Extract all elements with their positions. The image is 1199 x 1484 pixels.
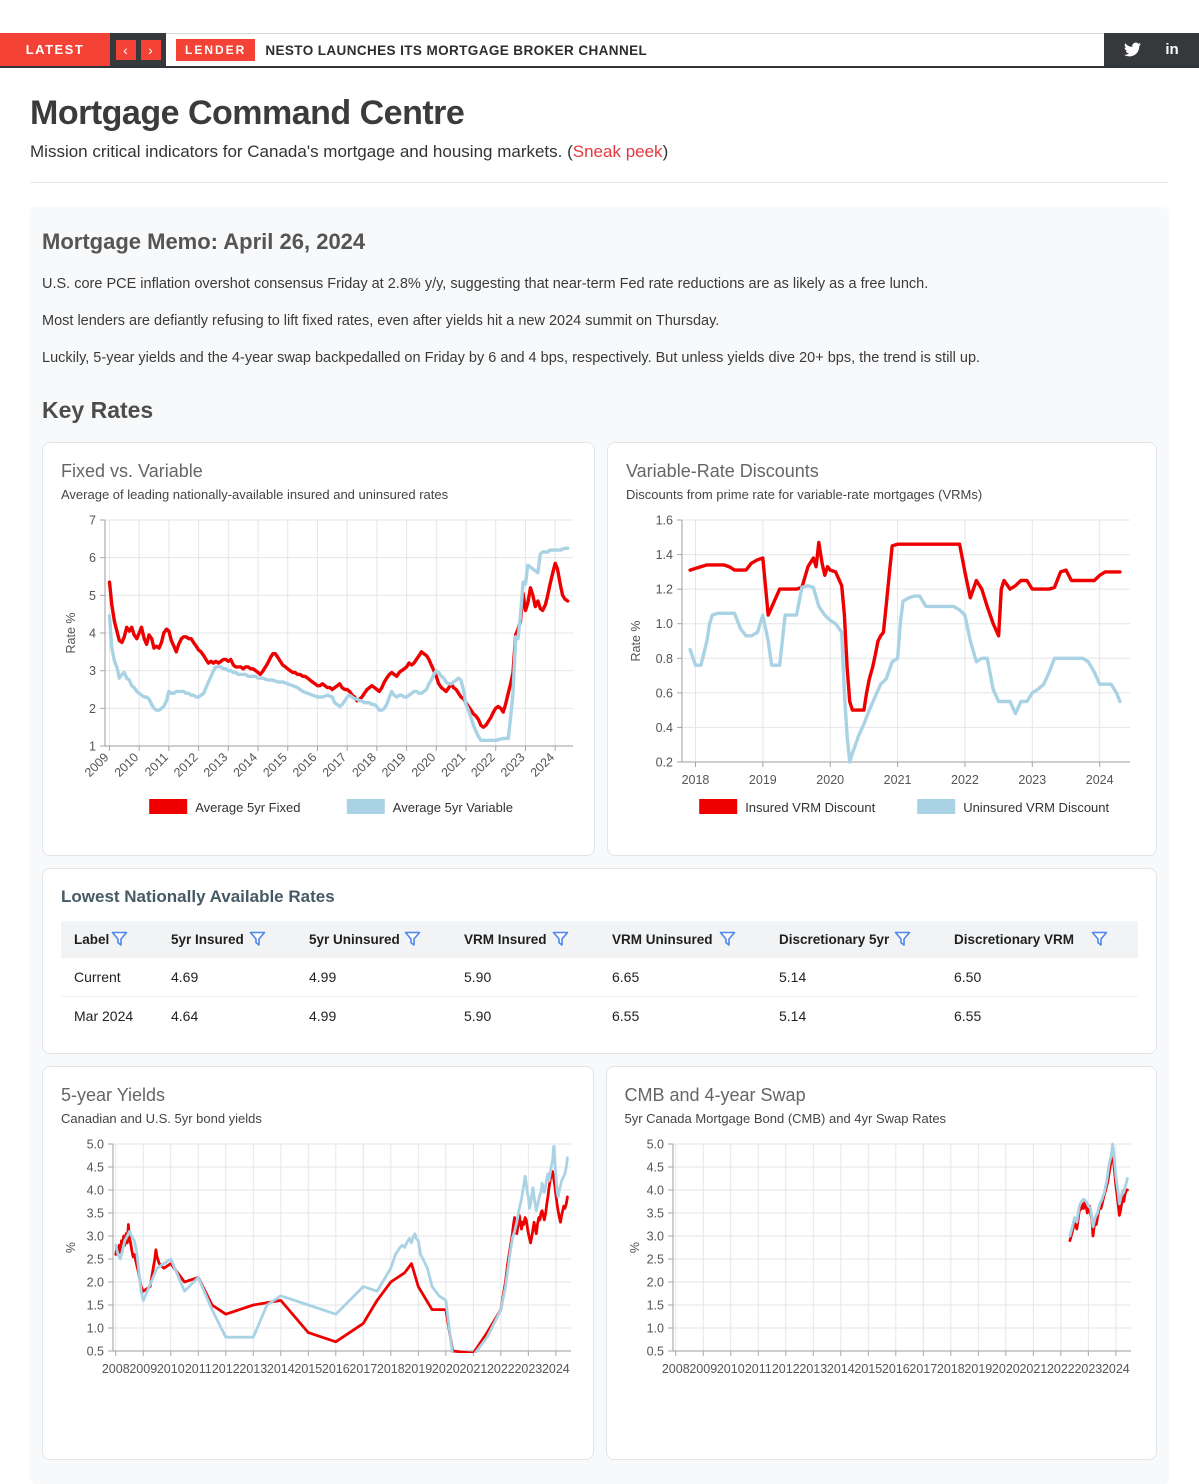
- linkedin-icon[interactable]: in: [1165, 41, 1179, 58]
- svg-text:2014: 2014: [230, 750, 261, 781]
- svg-text:0.2: 0.2: [655, 755, 673, 770]
- svg-text:2018: 2018: [349, 750, 380, 781]
- legend-label: Insured VRM Discount: [745, 800, 876, 816]
- table-row: [61, 958, 1138, 997]
- filter-icon[interactable]: [404, 931, 421, 947]
- svg-text:2.0: 2.0: [86, 1275, 104, 1290]
- memo-paragraph: Most lenders are defiantly refusing to lift fixed rates, even after yields hit a new 2024 summit on Thursday.: [42, 313, 720, 330]
- svg-text:1.0: 1.0: [646, 1321, 664, 1336]
- svg-text:2021: 2021: [438, 750, 469, 781]
- chart-title: 5-year Yields: [61, 1085, 166, 1106]
- rate-value-cell: 6.55: [612, 1008, 640, 1025]
- chart-subtitle: Discounts from prime rate for variable-rate mortgages (VRMs): [626, 487, 983, 503]
- svg-text:2021: 2021: [459, 1362, 488, 1377]
- rate-value-cell: 6.65: [612, 969, 640, 986]
- filter-icon[interactable]: [552, 931, 569, 947]
- filter-icon[interactable]: [719, 931, 736, 947]
- chart-svg: [61, 512, 576, 832]
- row-label-cell: Current: [74, 969, 121, 986]
- filter-icon[interactable]: [894, 931, 911, 947]
- legend-swatch: [347, 799, 385, 814]
- svg-text:3.5: 3.5: [646, 1206, 664, 1221]
- column-header-vrm-insured[interactable]: [451, 921, 599, 958]
- memo-paragraph: Luckily, 5-year yields and the 4-year swap backpedalled on Friday by 6 and 4 bps, respectively. But unless yields dive 20+ bps, the trend is still up.: [42, 350, 981, 367]
- svg-text:1.5: 1.5: [86, 1298, 104, 1313]
- svg-text:2022: 2022: [1046, 1362, 1075, 1377]
- rate-value-cell: 5.90: [464, 1008, 492, 1025]
- svg-text:2017: 2017: [349, 1362, 378, 1377]
- chart-card-fixed-vs-variable: [42, 442, 595, 856]
- chart-title: Fixed vs. Variable: [61, 461, 203, 482]
- series-line: [690, 543, 1120, 711]
- svg-text:2013: 2013: [239, 1362, 268, 1377]
- filter-icon[interactable]: [111, 931, 128, 947]
- page-header: [30, 94, 1169, 162]
- twitter-icon[interactable]: [1124, 41, 1141, 58]
- svg-text:2016: 2016: [881, 1362, 910, 1377]
- rates-table: [61, 921, 1138, 1035]
- y-axis-label: Rate %: [64, 612, 78, 654]
- series-line: [690, 586, 1120, 762]
- svg-text:2008: 2008: [661, 1362, 690, 1377]
- svg-text:2023: 2023: [498, 750, 528, 781]
- column-header-label[interactable]: [61, 921, 158, 958]
- filter-icon[interactable]: [1091, 931, 1108, 947]
- memo-heading: Mortgage Memo: April 26, 2024: [42, 229, 366, 254]
- latest-badge: LATEST: [0, 33, 110, 66]
- svg-text:2023: 2023: [1073, 1362, 1102, 1377]
- rate-value-cell: 6.55: [954, 1008, 982, 1025]
- svg-text:3.0: 3.0: [646, 1229, 664, 1244]
- ticker-nav: [110, 33, 166, 66]
- svg-text:0.5: 0.5: [86, 1344, 104, 1359]
- svg-text:2014: 2014: [266, 1362, 295, 1377]
- svg-text:2023: 2023: [514, 1362, 543, 1377]
- y-axis-label: Rate %: [629, 620, 643, 662]
- svg-text:2022: 2022: [468, 750, 498, 781]
- rate-value-cell: 6.50: [954, 969, 982, 986]
- svg-text:2018: 2018: [936, 1362, 965, 1377]
- svg-text:1.0: 1.0: [86, 1321, 104, 1336]
- sneak-peek-link[interactable]: Sneak peek: [572, 142, 663, 161]
- svg-text:3.0: 3.0: [86, 1229, 104, 1244]
- svg-text:2016: 2016: [290, 750, 320, 781]
- svg-text:2024: 2024: [541, 1362, 570, 1377]
- svg-text:2019: 2019: [404, 1362, 433, 1377]
- svg-text:2008: 2008: [101, 1362, 130, 1377]
- chart-subtitle: 5yr Canada Mortgage Bond (CMB) and 4yr Swap Rates: [624, 1111, 947, 1127]
- svg-text:2020: 2020: [991, 1362, 1020, 1377]
- svg-text:2022: 2022: [486, 1362, 515, 1377]
- column-header-label: Label: [74, 931, 110, 947]
- svg-text:1.6: 1.6: [655, 513, 673, 528]
- svg-text:2018: 2018: [681, 773, 710, 788]
- chevron-right-icon: ›: [148, 41, 153, 58]
- svg-text:2013: 2013: [200, 750, 231, 781]
- chart-svg: [61, 1136, 573, 1436]
- svg-text:3.5: 3.5: [86, 1206, 104, 1221]
- svg-text:0.6: 0.6: [655, 686, 673, 701]
- svg-text:1.5: 1.5: [646, 1298, 664, 1313]
- svg-text:2.5: 2.5: [86, 1252, 104, 1267]
- column-header-5yr-uninsured[interactable]: [296, 921, 451, 958]
- column-header-label: VRM Insured: [464, 931, 547, 947]
- svg-text:2011: 2011: [142, 750, 172, 780]
- svg-text:2024: 2024: [527, 750, 558, 781]
- mortgage-memo-section: [42, 229, 1157, 367]
- page-subtitle: Mission critical indicators for Canada's mortgage and housing markets. (Sneak peek): [30, 142, 669, 161]
- svg-text:3: 3: [89, 664, 96, 679]
- column-header-vrm-uninsured[interactable]: [599, 921, 766, 958]
- chart-subtitle: Canadian and U.S. 5yr bond yields: [61, 1111, 262, 1127]
- column-header-label: 5yr Insured: [171, 931, 244, 947]
- svg-text:1.2: 1.2: [655, 583, 673, 598]
- svg-text:2021: 2021: [1018, 1362, 1047, 1377]
- legend-label: Average 5yr Variable: [392, 800, 514, 816]
- five-year-yields-chart: [61, 1136, 575, 1441]
- svg-text:2014: 2014: [826, 1362, 855, 1377]
- svg-text:4.5: 4.5: [86, 1160, 104, 1175]
- yields-charts-row: [42, 1066, 1157, 1460]
- svg-text:2018: 2018: [376, 1362, 405, 1377]
- column-header-label: VRM Uninsured: [612, 931, 713, 947]
- svg-text:2016: 2016: [321, 1362, 350, 1377]
- chart-subtitle: Average of leading nationally-available insured and uninsured rates: [61, 487, 449, 503]
- chart-card-cmb-and-4-year-swap: [606, 1066, 1158, 1460]
- row-label-cell: Mar 2024: [74, 1008, 134, 1025]
- page-title: Mortgage Command Centre: [30, 94, 465, 132]
- svg-text:1.4: 1.4: [655, 548, 673, 563]
- svg-text:4.0: 4.0: [646, 1183, 664, 1198]
- svg-text:2.5: 2.5: [646, 1252, 664, 1267]
- header-divider: [30, 182, 1169, 183]
- column-header-discretionary-vrm[interactable]: [941, 921, 1138, 958]
- svg-text:1.0: 1.0: [655, 617, 673, 632]
- legend-swatch: [149, 799, 187, 814]
- memo-paragraph: U.S. core PCE inflation overshot consensus Friday at 2.8% y/y, suggesting that near-term Fed rate reductions are as likely as a free lunch.: [42, 276, 929, 292]
- variable-rate-discounts-chart: [626, 512, 1138, 837]
- ticker-next-button[interactable]: [141, 40, 161, 60]
- chart-card-5-year-yields: [42, 1066, 594, 1460]
- rate-value-cell: 5.14: [779, 969, 807, 986]
- svg-text:2019: 2019: [379, 750, 409, 781]
- filter-icon[interactable]: [249, 931, 266, 947]
- svg-text:2022: 2022: [951, 773, 979, 788]
- key-rates-charts-row: [42, 442, 1157, 856]
- svg-text:2019: 2019: [748, 773, 777, 788]
- rates-table-title: Lowest Nationally Available Rates: [61, 887, 335, 907]
- series-line: [116, 1172, 568, 1354]
- column-header-5yr-insured[interactable]: [158, 921, 296, 958]
- column-header-label: Discretionary 5yr: [779, 931, 890, 947]
- legend-label: Average 5yr Fixed: [195, 800, 301, 816]
- svg-text:5: 5: [89, 589, 96, 604]
- svg-text:2011: 2011: [184, 1362, 212, 1377]
- svg-text:2021: 2021: [883, 773, 912, 788]
- svg-text:2020: 2020: [816, 773, 845, 788]
- legend-label: Uninsured VRM Discount: [963, 800, 1110, 816]
- fixed-vs-variable-chart: [61, 512, 576, 837]
- svg-text:2017: 2017: [908, 1362, 937, 1377]
- ticker-headline-link[interactable]: NESTO LAUNCHES ITS MORTGAGE BROKER CHANNEL: [265, 42, 648, 58]
- svg-text:2011: 2011: [744, 1362, 772, 1377]
- svg-text:5.0: 5.0: [86, 1137, 104, 1152]
- chart-title: CMB and 4-year Swap: [624, 1085, 806, 1106]
- chevron-left-icon: ‹: [123, 41, 128, 58]
- svg-text:2015: 2015: [260, 750, 290, 781]
- svg-text:2010: 2010: [111, 750, 142, 781]
- news-ticker-bar: [0, 33, 1199, 68]
- rate-value-cell: 4.69: [171, 969, 199, 986]
- svg-text:2015: 2015: [294, 1362, 323, 1377]
- table-row: [61, 997, 1138, 1036]
- key-rates-heading: Key Rates: [42, 397, 154, 424]
- chart-card-variable-rate-discounts: [607, 442, 1157, 856]
- svg-text:2009: 2009: [129, 1362, 158, 1377]
- svg-text:7: 7: [89, 513, 96, 528]
- svg-text:2015: 2015: [853, 1362, 882, 1377]
- svg-text:2012: 2012: [171, 750, 201, 781]
- social-links: [1104, 33, 1199, 66]
- cmb-swap-chart: [625, 1136, 1139, 1441]
- svg-text:2012: 2012: [771, 1362, 800, 1377]
- rate-value-cell: 4.99: [309, 969, 337, 986]
- svg-text:4.0: 4.0: [86, 1183, 104, 1198]
- y-axis-label: %: [64, 1242, 78, 1254]
- y-axis-label: %: [627, 1242, 642, 1254]
- svg-text:2024: 2024: [1085, 773, 1114, 788]
- lender-tag: LENDER: [176, 39, 255, 61]
- svg-text:2: 2: [89, 702, 96, 717]
- svg-text:2009: 2009: [688, 1362, 717, 1377]
- svg-text:2020: 2020: [408, 750, 439, 781]
- ticker-headline-area: [166, 33, 1104, 66]
- column-header-discretionary-5yr[interactable]: [766, 921, 941, 958]
- ticker-prev-button[interactable]: [116, 40, 136, 60]
- chart-title: Variable-Rate Discounts: [626, 461, 819, 482]
- svg-text:1: 1: [89, 739, 96, 754]
- rate-value-cell: 4.64: [171, 1008, 199, 1025]
- svg-text:0.4: 0.4: [655, 721, 673, 736]
- svg-text:0.8: 0.8: [655, 652, 673, 667]
- svg-text:2010: 2010: [716, 1362, 745, 1377]
- svg-text:2020: 2020: [431, 1362, 460, 1377]
- series-line: [116, 1147, 568, 1356]
- svg-text:2023: 2023: [1018, 773, 1047, 788]
- series-line: [110, 564, 568, 728]
- rate-value-cell: 4.99: [309, 1008, 337, 1025]
- lowest-rates-table-card: [42, 868, 1157, 1054]
- svg-text:2024: 2024: [1101, 1362, 1130, 1377]
- svg-text:6: 6: [89, 551, 96, 566]
- rate-value-cell: 5.14: [779, 1008, 807, 1025]
- chart-svg: [626, 512, 1134, 832]
- svg-text:2012: 2012: [211, 1362, 240, 1377]
- svg-text:2019: 2019: [963, 1362, 992, 1377]
- svg-text:2.0: 2.0: [646, 1275, 664, 1290]
- legend-swatch: [917, 799, 955, 814]
- column-header-label: 5yr Uninsured: [309, 931, 400, 947]
- rates-table-header-row: [61, 921, 1138, 958]
- svg-text:2009: 2009: [82, 750, 112, 781]
- svg-text:2017: 2017: [319, 750, 350, 781]
- column-header-label: Discretionary VRM: [954, 931, 1075, 947]
- svg-text:2013: 2013: [798, 1362, 827, 1377]
- svg-text:4: 4: [89, 626, 96, 641]
- rate-value-cell: 5.90: [464, 969, 492, 986]
- svg-text:2010: 2010: [156, 1362, 185, 1377]
- svg-text:4.5: 4.5: [646, 1160, 664, 1175]
- svg-text:0.5: 0.5: [646, 1344, 664, 1359]
- legend-swatch: [699, 799, 737, 814]
- dashboard-body: [30, 207, 1169, 1484]
- chart-svg: [625, 1136, 1137, 1436]
- svg-text:5.0: 5.0: [646, 1137, 664, 1152]
